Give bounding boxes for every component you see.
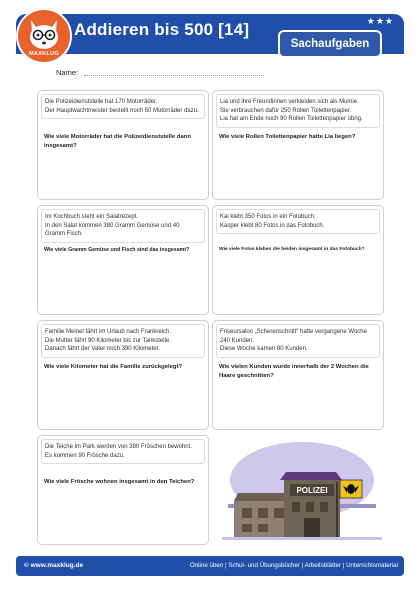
task-line: Sie verbrauchen dafür 250 Rollen Toilettenpapier.	[220, 107, 352, 114]
task-question: Wie viele Fotos kleben die beiden insgesamt in das Fotobuch?	[219, 247, 365, 252]
footer-url-link[interactable]: © www.maxklug.de	[24, 562, 84, 569]
task-card-6	[212, 320, 384, 430]
police-sign: POLIZEI	[296, 486, 328, 495]
task-card-2	[212, 90, 384, 200]
task-text	[41, 94, 205, 119]
page-title: Addieren bis 500 [14]	[74, 20, 250, 39]
task-line: Im Kochbuch steht ein Salatrezept.	[45, 214, 139, 220]
task-line: Diese Woche kamen 80 Kunden.	[220, 346, 308, 353]
task-text	[216, 94, 380, 128]
task-card-1	[37, 90, 209, 200]
task-text	[216, 209, 380, 234]
task-card-5	[37, 320, 209, 430]
difficulty-stars: ★★★	[366, 16, 394, 26]
police-station-illustration	[222, 438, 382, 542]
task-question: Wie vielen Kunden wurde innerhalb der 2 Wochen die Haare geschnitten?	[219, 364, 369, 379]
name-label: Name:	[56, 68, 79, 77]
task-question: Wie viele Rollen Toilettenpapier hatte Lia liegen?	[219, 134, 356, 140]
task-text	[41, 439, 205, 464]
task-line: Es kommen 90 Frösche dazu.	[45, 452, 125, 459]
task-line: Kasper klebt 80 Fotos in das Fotobuch.	[220, 222, 325, 229]
task-line: Lia und ihre Freundinnen verkleiden sich als Mumie.	[220, 99, 359, 105]
logo-text: MAXKLUG	[29, 51, 59, 57]
task-text	[216, 324, 380, 358]
task-text	[41, 324, 205, 358]
footer-links[interactable]: Online üben | Schul- und Übungsbücher | Arbeitsblätter | Unterrichtsmaterial	[189, 562, 398, 569]
task-line: In den Salat kommen 380 Gramm Gemüse und 40 Gramm Fisch.	[45, 222, 180, 238]
task-line: Die Teiche im Park werden von 380 Fröschen bewohnt.	[45, 444, 192, 450]
maxklug-logo	[16, 8, 72, 64]
task-question: Wie viele Gramm Gemüse und Fisch sind das insgesamt?	[44, 247, 190, 253]
task-card-7	[37, 435, 209, 545]
task-line: Familie Meinel fährt im Urlaub nach Frankreich.	[45, 329, 172, 335]
task-line: Kai klebt 350 Fotos in ein Fotobuch.	[220, 214, 316, 220]
task-question: Wie viele Motorräder hat die Polizeidienststelle dann insgesamt?	[44, 134, 191, 149]
task-text	[41, 209, 205, 243]
task-question: Wie viele Kilometer hat die Familie zurückgelegt?	[44, 364, 183, 370]
task-question: Wie viele Frösche wohnen insgesamt in den Teichen?	[44, 479, 195, 485]
task-card-3	[37, 205, 209, 315]
task-line: Friseursalon „Scherenschnitt“ hatte vergangene Woche 240 Kunden.	[220, 329, 367, 344]
task-line: Der Hauptwachtmeister bestellt noch 50 Motorräder dazu.	[45, 107, 199, 114]
task-line: Danach fährt der Vater noch 390 Kilometer.	[45, 346, 160, 353]
category-tag: Sachaufgaben	[278, 30, 382, 58]
task-card-4	[212, 205, 384, 315]
task-line: Die Mutter fährt 90 Kilometer bis zur Tankstelle.	[45, 337, 171, 344]
name-line[interactable]	[84, 75, 264, 76]
task-line: Lia hat am Ende noch 90 Rollen Toilettenpapier übrig.	[220, 116, 363, 123]
task-line: Die Polizeidienststelle hat 170 Motorräder.	[45, 99, 158, 105]
